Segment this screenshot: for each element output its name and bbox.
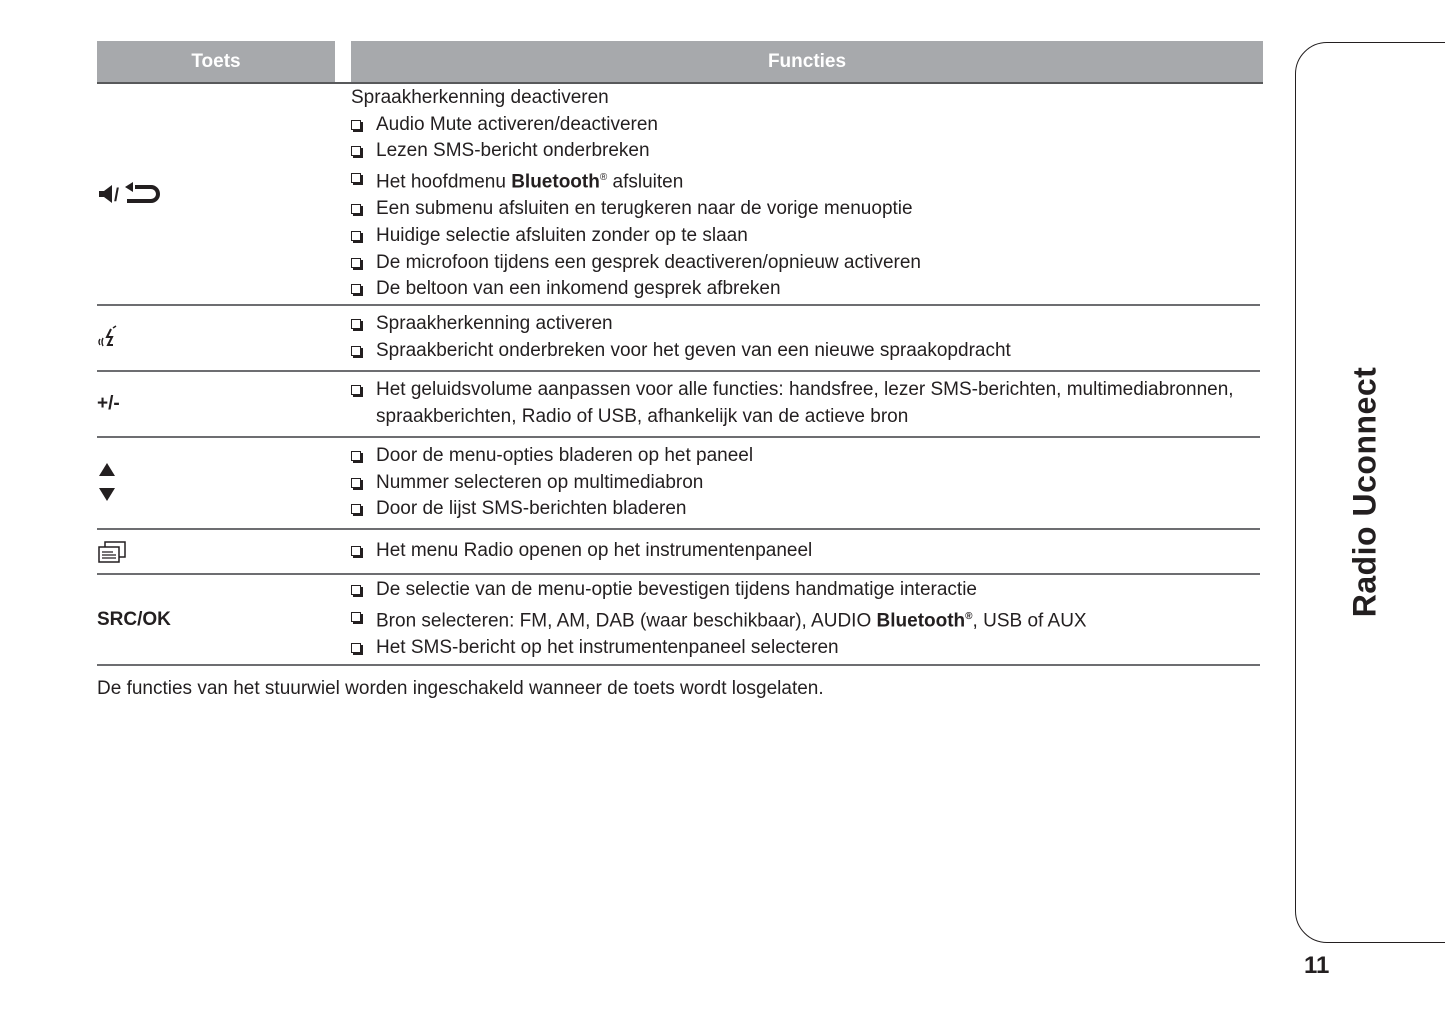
table-row: [97, 575, 1260, 666]
function-item: [351, 470, 1260, 497]
functions-cell: [351, 438, 1260, 528]
function-item: [351, 443, 1260, 470]
function-text: Het hoofdmenu: [376, 171, 512, 193]
function-text: , USB of AUX: [972, 610, 1087, 632]
checkbox-bullet-icon: [351, 204, 361, 214]
function-text: De beltoon van een inkomend gesprek afbreken: [376, 278, 781, 300]
page-number: 11: [1304, 952, 1330, 979]
brand-text: ®: [965, 610, 973, 622]
function-text: Het geluidsvolume aanpassen voor alle functies: handsfree, lezer SMS-berichten, multimediabronnen, spraakberichten, Radio of USB, afhankelijk van de actieve bron: [376, 379, 1234, 427]
brand-text: Bluetooth: [876, 610, 966, 632]
function-text: Bron selecteren: FM, AM, DAB (waar beschikbaar), AUDIO: [376, 610, 877, 632]
key-cell: [97, 306, 327, 370]
key-cell: [97, 575, 327, 664]
function-text: Door de menu-opties bladeren op het paneel: [376, 444, 754, 466]
function-item: [351, 577, 1260, 604]
function-item: [351, 196, 1260, 223]
function-text: Een submenu afsluiten en terugkeren naar de vorige menuoptie: [376, 198, 913, 220]
function-item: [351, 311, 1260, 338]
function-text: Huidige selectie afsluiten zonder op te slaan: [376, 224, 748, 246]
function-item: [351, 276, 1260, 303]
table-row: [97, 84, 1260, 306]
header-toets: [97, 41, 335, 82]
checkbox-bullet-icon: [351, 643, 361, 653]
checkbox-bullet-icon: [351, 585, 361, 595]
svg-text:/: /: [114, 185, 120, 205]
function-item: [351, 377, 1260, 430]
key-cell: [97, 84, 327, 304]
table-row: [97, 530, 1260, 575]
key-label: +/-: [97, 393, 120, 414]
key-label: SRC/OK: [97, 608, 171, 630]
side-tab-label: Radio Uconnect: [1346, 366, 1383, 618]
function-text: Audio Mute activeren/deactiveren: [376, 113, 658, 135]
checkbox-bullet-icon: [351, 258, 361, 268]
checkbox-bullet-icon: [351, 120, 361, 130]
function-item: [351, 112, 1260, 139]
functions-cell: [351, 575, 1260, 664]
checkbox-bullet-icon: [351, 546, 361, 556]
header-toets-label: Toets: [191, 50, 241, 72]
function-text: Nummer selecteren op multimediabron: [376, 471, 704, 493]
function-item: [351, 223, 1260, 250]
checkbox-bullet-icon: [351, 231, 361, 241]
function-item: [351, 538, 1260, 565]
function-text: afsluiten: [607, 171, 684, 193]
function-text: Het SMS-bericht op het instrumentenpaneel selecteren: [376, 637, 839, 659]
function-text: Spraakbericht onderbreken voor het geven van een nieuwe spraakopdracht: [376, 340, 1011, 361]
checkbox-bullet-icon: [351, 173, 361, 183]
function-text: Spraakherkenning deactiveren: [351, 87, 609, 109]
function-item: [351, 165, 1260, 196]
key-cell: [97, 438, 327, 528]
mute-back-icon: [97, 182, 167, 206]
checkbox-bullet-icon: [351, 284, 361, 294]
brand-text: Bluetooth: [511, 171, 600, 193]
checkbox-bullet-icon: [351, 451, 361, 461]
function-item: [351, 496, 1260, 523]
table-row: [97, 372, 1260, 438]
key-cell: [97, 372, 327, 436]
table-row: [97, 306, 1260, 372]
functions-cell: [351, 530, 1260, 573]
function-text: De microfoon tijdens een gesprek deactiveren/opnieuw activeren: [376, 251, 921, 273]
checkbox-bullet-icon: [351, 346, 361, 356]
checkbox-bullet-icon: [351, 612, 361, 622]
function-item: [351, 250, 1260, 277]
footnote: De functies van het stuurwiel worden ingeschakeld wanneer de toets wordt losgelaten.: [97, 678, 824, 699]
header-functies: [351, 41, 1263, 82]
function-text: Het menu Radio openen op het instrumentenpaneel: [376, 540, 813, 562]
function-item: [351, 604, 1260, 635]
functions-cell: [351, 84, 1260, 304]
table-row: [97, 438, 1260, 530]
key-cell: [97, 530, 327, 573]
voice-command-icon: [97, 325, 121, 351]
checkbox-bullet-icon: [351, 385, 361, 395]
functions-cell: [351, 372, 1260, 436]
function-item: [351, 338, 1260, 365]
function-text: Door de lijst SMS-berichten bladeren: [376, 498, 687, 520]
checkbox-bullet-icon: [351, 146, 361, 156]
header-functies-label: Functies: [767, 50, 847, 72]
function-item: [351, 138, 1260, 165]
function-text: Lezen SMS-bericht onderbreken: [376, 140, 650, 162]
function-text: ®: [599, 172, 608, 184]
checkbox-bullet-icon: [351, 478, 361, 488]
function-item: [351, 85, 1260, 112]
radio-menu-icon: [97, 540, 127, 564]
up-down-arrows-icon: [97, 461, 117, 505]
checkbox-bullet-icon: [351, 504, 361, 514]
functions-cell: [351, 306, 1260, 370]
function-item: [351, 635, 1260, 662]
function-text: De selectie van de menu-optie bevestigen tijdens handmatige interactie: [376, 579, 977, 601]
function-text: Spraakherkenning activeren: [376, 313, 613, 335]
checkbox-bullet-icon: [351, 319, 361, 329]
